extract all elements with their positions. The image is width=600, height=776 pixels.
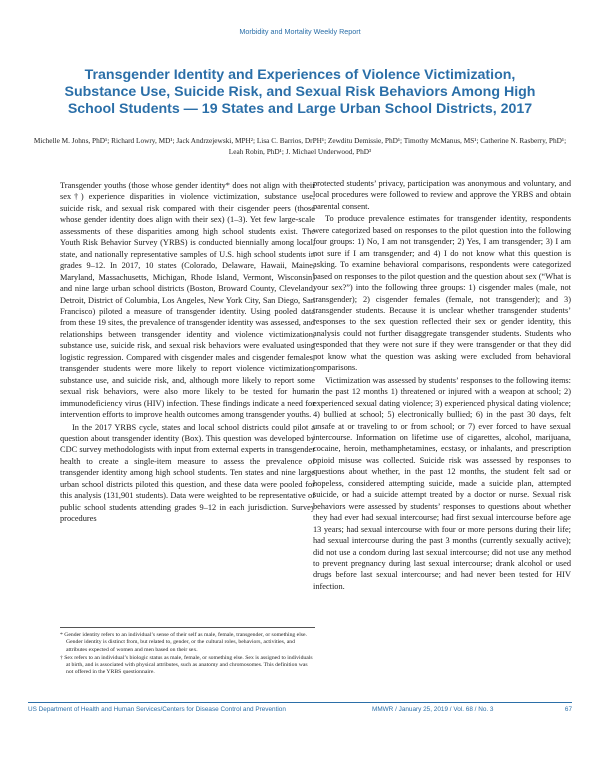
body-paragraph: In the 2017 YRBS cycle, states and local school districts could pilot a question about transgender identity (Box). This question was developed by CDC survey methodologists with input from external experts in transgender health to create a single-item measure to assess the prevalence of transgender identity among high school students. Ten states and nine large urban school districts piloted this question, and these data were pooled for this analysis (131,901 students). Data were weighted to be representative of public school students attending grades 9–12 in each jurisdiction. Survey procedures — [60, 422, 315, 524]
footnotes — [60, 627, 315, 678]
right-column — [313, 178, 571, 593]
left-column — [60, 180, 315, 526]
journal-header: Morbidity and Mortality Weekly Report — [239, 27, 361, 36]
body-paragraph: Victimization was assessed by students’ responses to the following items: in the past 12 months 1) threatened or injured with a weapon at school; 2) experienced sexual dating violence; 3) experienced physical dating violence; 4) bullied at school; 5) electronically bullied; 6) in the past 30 days, felt unsafe at or traveling to or from school; or 7) ever forced to have sexual intercourse. Information on lifetime use of cigarettes, alcohol, marijuana, cocaine, heroin, methamphetamines, ecstasy, or inhalants, and prescription opioid misuse was collected. Suicide risk was assessed by responses to questions about whether, in the past 12 months, the student felt sad or hopeless, considered attempting suicide, made a suicide plan, attempted suicide, or had a suicide attempt treated by a doctor or nurse. Sexual risk behaviors were assessed by students’ responses to questions about whether they had ever had sexual intercourse; had first sexual intercourse before age 13 years; had sexual intercourse with four or more persons during their life; had sexual intercourse during the past 3 months (currently sexually active); did not use a condom during last sexual intercourse; did not use any method to prevent pregnancy during last sexual intercourse; drank alcohol or used drugs before last sexual intercourse; and had never been tested for HIV infection. — [313, 375, 571, 591]
body-paragraph: To produce prevalence estimates for transgender identity, respondents were categorized based on responses to the pilot question into the following four groups: 1) No, I am not transgender; 2) Yes, I am transgender; 3) I am not sure if I am transgender; and 4) I do not know what this question is asking. To examine behavioral comparisons, respondents were categorized based on responses to the pilot question and the question about sex (“What is your sex?”) into the following three groups: 1) cisgender males (male, not transgender); 2) cisgender females (female, not transgender); and 3) transgender students. Because it is unclear whether transgender students’ responses to the sex question reflected their sex or gender identity, this analysis could not further disaggregate transgender students. Students who responded that they were not sure if they were transgender or that they did not know what the question was asking were excluded from behavioral comparisons. — [313, 214, 571, 373]
footer-issue: MMWR / January 25, 2019 / Vol. 68 / No. 3 — [372, 706, 494, 713]
page-number: 67 — [564, 706, 572, 713]
footer-divider — [28, 702, 572, 703]
footer-publisher: US Department of Health and Human Services/Centers for Disease Control and Prevention — [28, 706, 286, 713]
body-paragraph: protected students’ privacy, participation was anonymous and voluntary, and local procedures were followed to review and approve the YRBS and obtain parental consent. — [313, 179, 571, 211]
footnote-gender-identity: * Gender identity refers to an individual’s sense of their self as male, female, transgender, or something else. Gender identity is distinct from, but related to, gender, or the cultural roles, behaviors, activities, and attributes expected of women and men based on their sex. — [60, 632, 307, 653]
body-paragraph: Transgender youths (those whose gender identity* does not align with their sex†) experience disparities in violence victimization, substance use, suicide risk, and sexual risk compared with their cisgender peers (those whose gender identity does align with their sex) (1–3). Yet few large-scale assessments of these disparities among high school students exist. The Youth Risk Behavior Survey (YRBS) is conducted biennially among local, state, and nationally representative samples of U.S. high school students in grades 9–12. In 2017, 10 states (Colorado, Delaware, Hawaii, Maine, Maryland, Massachusetts, Michigan, Rhode Island, Vermont, Wisconsin) and nine large urban school districts (Boston, Broward County, Cleveland, Detroit, District of Columbia, Los Angeles, New York City, San Diego, San Francisco) piloted a measure of transgender identity. Using pooled data from these 19 sites, the prevalence of transgender identity was assessed, and relationships between transgender identity and violence victimization, substance use, suicide risk, and sexual risk behaviors were evaluated using logistic regression. Compared with cisgender males and cisgender females, transgender students were more likely to report violence victimization, substance use, and suicide risk, and, although more likely to report some sexual risk behaviors, were also more likely to be tested for human immunodeficiency virus (HIV) infection. These findings indicate a need for intervention efforts to improve health outcomes among transgender youths. — [60, 181, 315, 420]
footnote-sex: † Sex refers to an individual’s biologic status as male, female, or something else. Sex is assigned to individuals at birth, and is associated with physical attributes, such as anatomy and chromosomes. This definition was not offered in the YRBS questionnaire. — [60, 654, 313, 676]
author-list: Michelle M. Johns, PhD¹; Richard Lowry, MD¹; Jack Andrzejewski, MPH²; Lisa C. Barrios, DrPH¹; Zewditu Demissie, PhD¹; Timothy McManus, MS¹; Catherine N. Rasberry, PhD¹; Leah Robin, PhD¹; J. Michael Underwood, PhD³ — [33, 136, 567, 156]
article-title: Transgender Identity and Experiences of Violence Victimization, Substance Use, Suicide Risk, and Sexual Risk Behaviors Among High School Students — 19 States and Large Urban School Districts, 2017 — [64, 67, 536, 118]
